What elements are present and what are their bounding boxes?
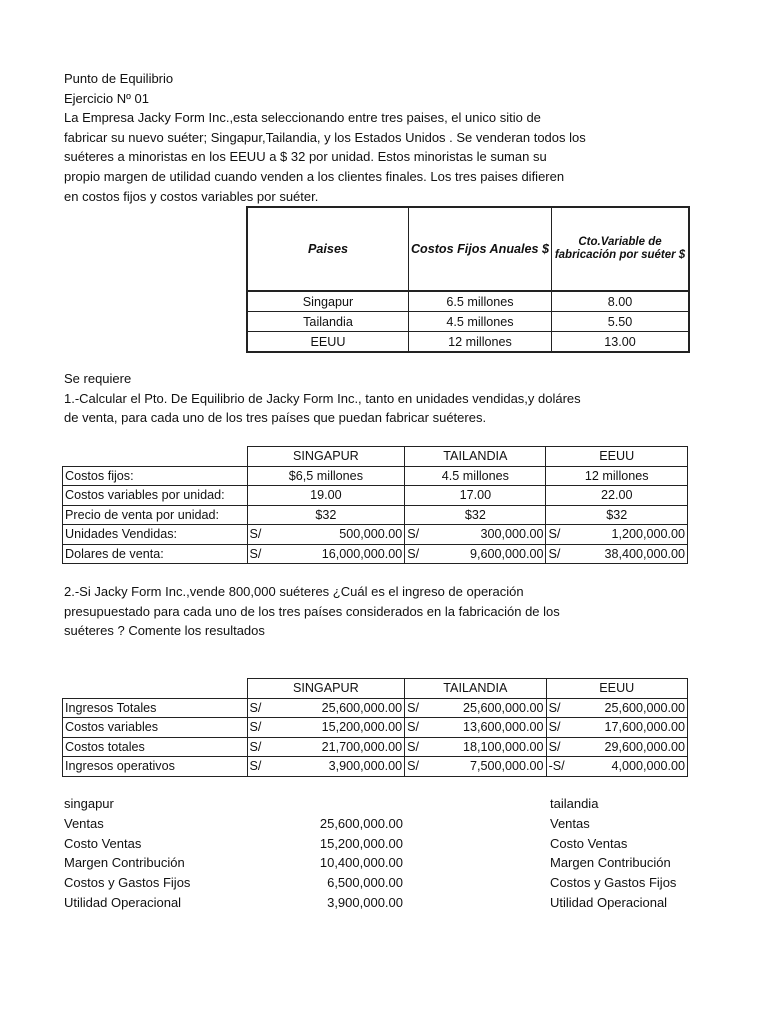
doc-title: Punto de Equilibrio [64, 71, 174, 86]
table-row [63, 486, 688, 506]
cell: $32 [546, 505, 688, 525]
row-label: Costos variables [63, 718, 248, 738]
requirement-heading: Se requiere [64, 371, 132, 386]
row-label: Ingresos operativos [63, 757, 248, 777]
blank-cell [63, 447, 248, 467]
column-header: SINGAPUR [247, 679, 405, 699]
currency-cell: -S/ [546, 757, 569, 777]
operating-income-table [62, 678, 688, 777]
intro-line: propio margen de utilidad cuando venden a los clientes finales. Los tres paises difieren [64, 168, 565, 184]
question-line: de venta, para cada uno de los tres países que puedan fabricar suéteres. [64, 410, 487, 426]
table-row [63, 737, 688, 757]
summary-label: Ventas [550, 815, 590, 831]
amount-cell: 300,000.00 [427, 525, 546, 545]
currency-cell: S/ [247, 525, 270, 545]
summary-value: 10,400,000.00 [319, 855, 403, 871]
cell: 8.00 [552, 291, 690, 312]
table-row [247, 291, 689, 312]
summary-label: Ventas [64, 815, 104, 831]
cell: 5.50 [552, 312, 690, 332]
amount-cell: 25,600,000.00 [427, 698, 546, 718]
column-header: EEUU [546, 447, 688, 467]
currency-cell: S/ [546, 544, 569, 564]
intro-text [64, 69, 584, 206]
amount-cell: 3,900,000.00 [270, 757, 405, 777]
amount-cell: 1,200,000.00 [568, 525, 687, 545]
summary-value: 3,900,000.00 [327, 894, 403, 910]
summary-label: Costo Ventas [64, 835, 142, 851]
cell: 4.5 millones [405, 466, 546, 486]
break-even-table [62, 446, 688, 564]
summary-label: Utilidad Operacional [550, 894, 668, 910]
summary-value: 15,200,000.00 [319, 835, 403, 851]
summary-label: Margen Contribución [550, 855, 671, 871]
currency-cell: S/ [405, 544, 428, 564]
cell: $32 [247, 505, 405, 525]
column-header: EEUU [546, 679, 687, 699]
cell: 17.00 [405, 486, 546, 506]
amount-cell: 16,000,000.00 [270, 544, 405, 564]
amount-cell: 4,000,000.00 [569, 757, 688, 777]
singapur-summary-labels [64, 794, 264, 913]
country-costs-table [246, 206, 690, 353]
summary-label: Costos y Gastos Fijos [64, 875, 191, 891]
currency-cell: S/ [405, 737, 428, 757]
header-paises: Paises [247, 207, 409, 291]
cell: 4.5 millones [409, 312, 552, 332]
question-line: presupuestado para cada uno de los tres países considerados en la fabricación de los [64, 603, 560, 619]
summary-title: singapur [64, 796, 114, 811]
singapur-summary-values [270, 794, 403, 913]
row-label: Costos fijos: [63, 466, 248, 486]
row-label: Ingresos Totales [63, 698, 248, 718]
cell: 6.5 millones [409, 291, 552, 312]
amount-cell: 17,600,000.00 [569, 718, 688, 738]
currency-cell: S/ [247, 544, 270, 564]
question-line: 2.-Si Jacky Form Inc.,vende 800,000 suéteres ¿Cuál es el ingreso de operación [64, 584, 524, 599]
cell: EEUU [247, 332, 409, 353]
amount-cell: 15,200,000.00 [270, 718, 405, 738]
cell: 12 millones [546, 466, 688, 486]
question-2 [64, 582, 560, 641]
header-fixed-costs [409, 207, 552, 291]
currency-cell: S/ [247, 757, 270, 777]
summary-value: 25,600,000.00 [319, 815, 403, 831]
summary-label: Costos y Gastos Fijos [550, 875, 677, 891]
header-variable-cost [552, 207, 690, 291]
cell: 19.00 [247, 486, 405, 506]
cell: $32 [405, 505, 546, 525]
amount-cell: 25,600,000.00 [270, 698, 405, 718]
amount-cell: 13,600,000.00 [427, 718, 546, 738]
question-line: 1.-Calcular el Pto. De Equilibrio de Jacky Form Inc., tanto en unidades vendidas,y doláres [64, 390, 581, 406]
currency-cell: S/ [405, 698, 428, 718]
table-row [63, 525, 688, 545]
amount-cell: 21,700,000.00 [270, 737, 405, 757]
currency-cell: S/ [546, 525, 569, 545]
question-line: suéteres ? Comente los resultados [64, 623, 265, 639]
table-row [63, 718, 688, 738]
column-header: SINGAPUR [247, 447, 405, 467]
currency-cell: S/ [405, 757, 428, 777]
currency-cell: S/ [405, 718, 428, 738]
header-fixed-costs-label: Costos Fijos Anuales $ [410, 242, 550, 256]
currency-cell: S/ [247, 718, 270, 738]
summary-spacer [270, 794, 403, 814]
currency-cell: S/ [546, 737, 569, 757]
tailandia-summary-labels [550, 794, 730, 913]
cell: 22.00 [546, 486, 688, 506]
cell: Tailandia [247, 312, 409, 332]
table-header-row [63, 447, 688, 467]
intro-line: en costos fijos y costos variables por suéter. [64, 188, 319, 204]
summary-title: tailandia [550, 796, 599, 811]
summary-label: Utilidad Operacional [64, 894, 182, 910]
table-row [63, 757, 688, 777]
cell: Singapur [247, 291, 409, 312]
currency-cell: S/ [405, 525, 428, 545]
cell: 13.00 [552, 332, 690, 353]
column-header: TAILANDIA [405, 447, 546, 467]
amount-cell: 29,600,000.00 [569, 737, 688, 757]
intro-line: fabricar su nuevo suéter; Singapur,Tailandia, y los Estados Unidos . Se venderan todos los [64, 129, 586, 145]
blank-cell [63, 679, 248, 699]
table-row [247, 332, 689, 353]
currency-cell: S/ [546, 698, 569, 718]
currency-cell: S/ [546, 718, 569, 738]
row-label: Costos variables por unidad: [63, 486, 248, 506]
table-row [63, 466, 688, 486]
amount-cell: 25,600,000.00 [569, 698, 688, 718]
amount-cell: 38,400,000.00 [568, 544, 687, 564]
row-label: Precio de venta por unidad: [63, 505, 248, 525]
summary-label: Margen Contribución [64, 855, 185, 871]
amount-cell: 9,600,000.00 [427, 544, 546, 564]
table-row [247, 312, 689, 332]
amount-cell: 7,500,000.00 [427, 757, 546, 777]
amount-cell: 500,000.00 [270, 525, 405, 545]
cell: 12 millones [409, 332, 552, 353]
summary-label: Costo Ventas [550, 835, 628, 851]
row-label: Unidades Vendidas: [63, 525, 248, 545]
header-variable-cost-label: Cto.Variable de fabricación por suéter $ [554, 236, 686, 261]
column-header: TAILANDIA [405, 679, 546, 699]
table-row [63, 505, 688, 525]
intro-line: suéteres a minoristas en los EEUU a $ 32 por unidad. Estos minoristas le suman su [64, 149, 547, 165]
currency-cell: S/ [247, 698, 270, 718]
cell: $6,5 millones [247, 466, 405, 486]
question-1 [64, 369, 581, 428]
amount-cell: 18,100,000.00 [427, 737, 546, 757]
intro-line: La Empresa Jacky Form Inc.,esta seleccionando entre tres paises, el unico sitio de [64, 110, 541, 126]
table-row [63, 544, 688, 564]
currency-cell: S/ [247, 737, 270, 757]
summary-value: 6,500,000.00 [327, 875, 403, 891]
table-header-row [63, 679, 688, 699]
table-row [63, 698, 688, 718]
row-label: Dolares de venta: [63, 544, 248, 564]
row-label: Costos totales [63, 737, 248, 757]
exercise-number: Ejercicio Nº 01 [64, 90, 149, 106]
